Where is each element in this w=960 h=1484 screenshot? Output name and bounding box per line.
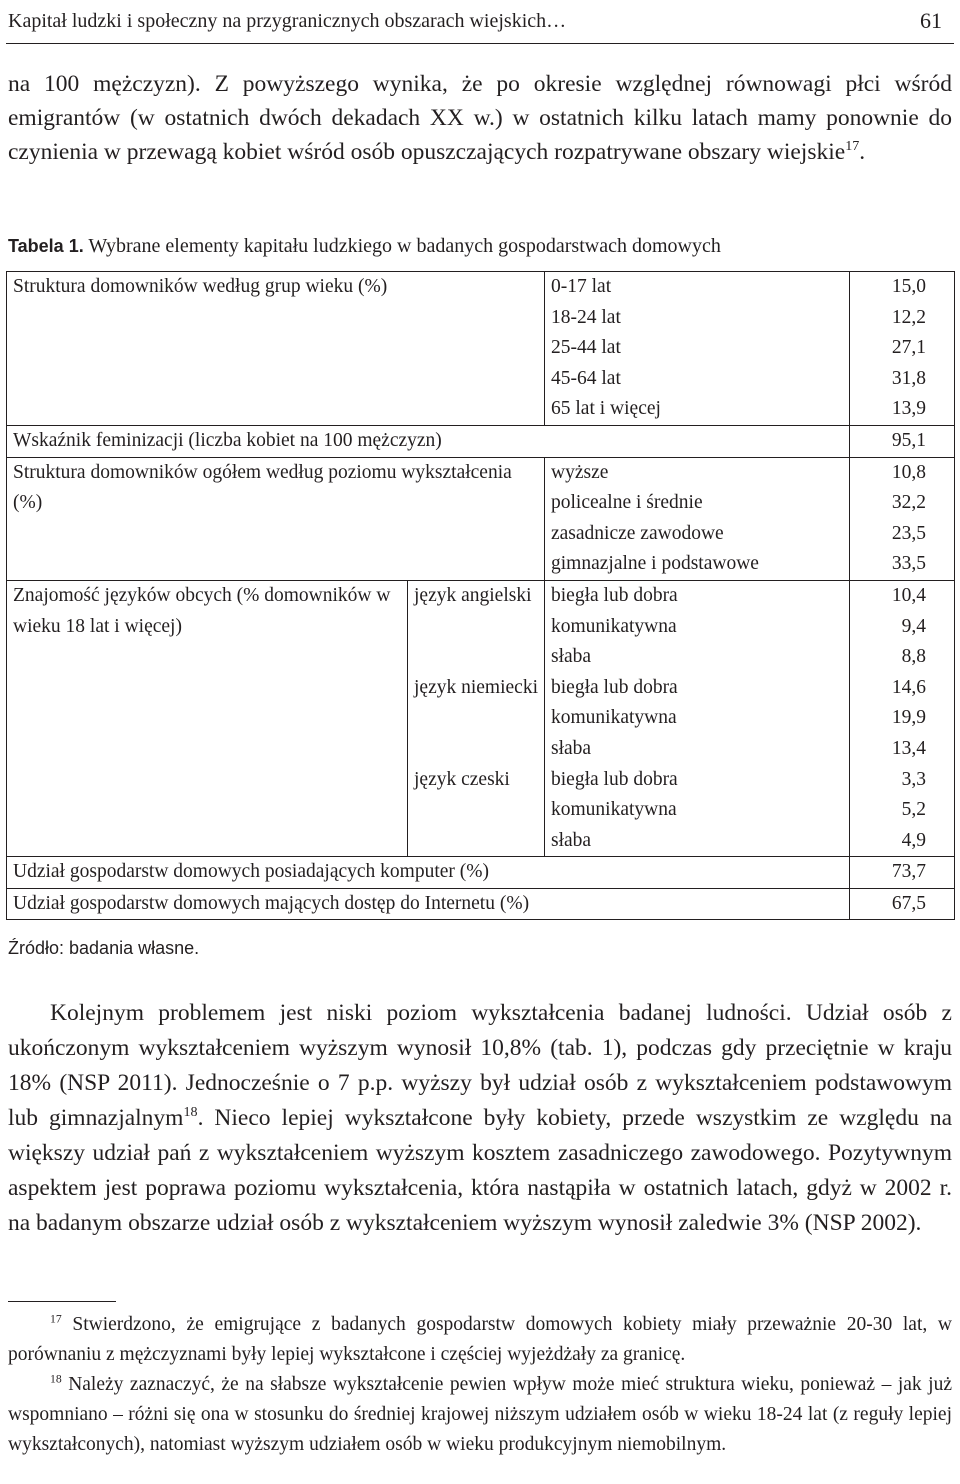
language-level-label: komunikatywna [545,703,850,734]
footnote-ref-17: 17 [845,138,860,155]
age-group-value: 12,2 [850,303,955,334]
education-level-value: 32,2 [850,488,955,519]
language-level-value: 4,9 [850,826,955,857]
languages-label: Znajomość języków obcych (% domowników w wieku 18 lat i więcej) [7,580,408,856]
footnote-number: 17 [50,1312,62,1326]
table-caption-text: Wybrane elementy kapitału ludzkiego w badanych gospodarstwach domowych [88,235,721,257]
running-title: Kapitał ludzki i społeczny na przygranicznych obszarach wiejskich… [8,9,567,32]
age-structure-label: Struktura domowników według grup wieku (%) [7,272,545,426]
language-level-label: biegła lub dobra [545,765,850,796]
computer-share-value: 73,7 [850,857,955,889]
age-group-label: 0-17 lat [545,272,850,303]
language-level-value: 14,6 [850,673,955,704]
language-level-label: komunikatywna [545,795,850,826]
footnote-rule [8,1301,116,1302]
language-level-label: słaba [545,642,850,673]
language-level-value: 3,3 [850,765,955,796]
language-level-label: biegła lub dobra [545,673,850,704]
language-level-value: 19,9 [850,703,955,734]
age-group-value: 27,1 [850,333,955,364]
page-number: 61 [920,8,942,33]
age-group-value: 31,8 [850,364,955,395]
footnotes [8,1310,952,1460]
table-caption-label: Tabela 1. [8,236,84,256]
education-level-value: 33,5 [850,549,955,580]
table-row [7,272,955,303]
footnote-number: 18 [50,1372,62,1386]
age-group-label: 18-24 lat [545,303,850,334]
running-header [8,4,942,38]
education-level-label: wyższe [545,457,850,488]
internet-share-value: 67,5 [850,888,955,920]
table-row [7,425,955,457]
education-level-value: 10,8 [850,457,955,488]
education-level-value: 23,5 [850,519,955,550]
computer-share-label: Udział gospodarstw domowych posiadających komputer (%) [7,857,850,889]
footnote-18: $^{18}$ Należy zaznaczyć, że na słabsze wykształcenie pewien wpływ może mieć struktura wieku, ponieważ – jak już wspomniano – różni się ona w stosunku do średniej krajowej niższym udziałem osób w wieku 18-24 lat (z reguły lepiej wykształconych), natomiast wyższym udziałem osób w wieku produkcyjnym niemobilnym. [8,1372,952,1455]
language-level-value: 8,8 [850,642,955,673]
table-source: Źródło: badania własne. [8,938,200,958]
age-group-label: 65 lat i więcej [545,394,850,425]
education-level-label: gimnazjalne i podstawowe [545,549,850,580]
age-group-value: 15,0 [850,272,955,303]
language-name: język niemiecki [408,673,545,765]
table-row [7,580,955,611]
intro-paragraph: na 100 mężczyzn). Z powyższego wynika, że po okresie względnej równowagi płci wśród emigrantów (w ostatnich dwóch dekadach XX w.) w ostatnich kilku latach mamy ponownie do czynienia w przewagą kobiet wśród osób opuszczających rozpatrywane obszary wiejskie$^{17}$. [8,71,952,165]
feminization-value: 95,1 [850,425,955,457]
age-group-value: 13,9 [850,394,955,425]
age-group-label: 25-44 lat [545,333,850,364]
data-table [6,271,955,920]
language-level-value: 5,2 [850,795,955,826]
table-row [7,457,955,488]
language-level-value: 9,4 [850,612,955,643]
language-name: język czeski [408,765,545,857]
footnote-17: $^{17}$ Stwierdzono, że emigrujące z badanych gospodarstw domowych kobiety miały przeważnie 20-30 lat, w porównaniu z mężczyznami były lepiej wykształcone i częściej wyjeżdżały za granicę. [8,1312,952,1365]
education-level-label: policealne i średnie [545,488,850,519]
table-caption [8,232,721,260]
language-level-label: biegła lub dobra [545,580,850,611]
table-row [7,857,955,889]
language-level-label: komunikatywna [545,612,850,643]
footnote-ref-18: 18 [183,1104,198,1121]
education-structure-label: Struktura domowników ogółem według poziomu wykształcenia (%) [7,457,545,580]
language-level-label: słaba [545,826,850,857]
education-level-label: zasadnicze zawodowe [545,519,850,550]
internet-share-label: Udział gospodarstw domowych mających dostęp do Internetu (%) [7,888,850,920]
language-level-value: 10,4 [850,580,955,611]
language-name: język angielski [408,580,545,672]
body-paragraph: Kolejnym problemem jest niski poziom wykształcenia badanej ludności. Udział osób z ukończonym wykształceniem wyższym wynosił 10,8% (tab. 1), podczas gdy przeciętnie w kraju 18% (NSP 2011). Jednocześnie o 7 p.p. wyższy był udział osób z wykształceniem podstawowym lub gimnazjalnym$^{18}$. Nieco lepiej wykształcone były kobiety, przede wszystkim ze względu na większy udział pań z wykształceniem wyższym kosztem zasadniczego zawodowego. Pozytywnym aspektem jest poprawa poziomu wykształcenia, która nastąpiła w ostatnich latach, gdyż w 2002 r. na badanym obszarze udział osób z wykształceniem wyższym wynosił zaledwie 3% (NSP 2002). [8,1000,953,1236]
age-group-label: 45-64 lat [545,364,850,395]
table-row [7,888,955,920]
language-level-label: słaba [545,734,850,765]
language-level-value: 13,4 [850,734,955,765]
feminization-label: Wskaźnik feminizacji (liczba kobiet na 100 mężczyzn) [7,425,850,457]
header-rule [6,43,954,44]
